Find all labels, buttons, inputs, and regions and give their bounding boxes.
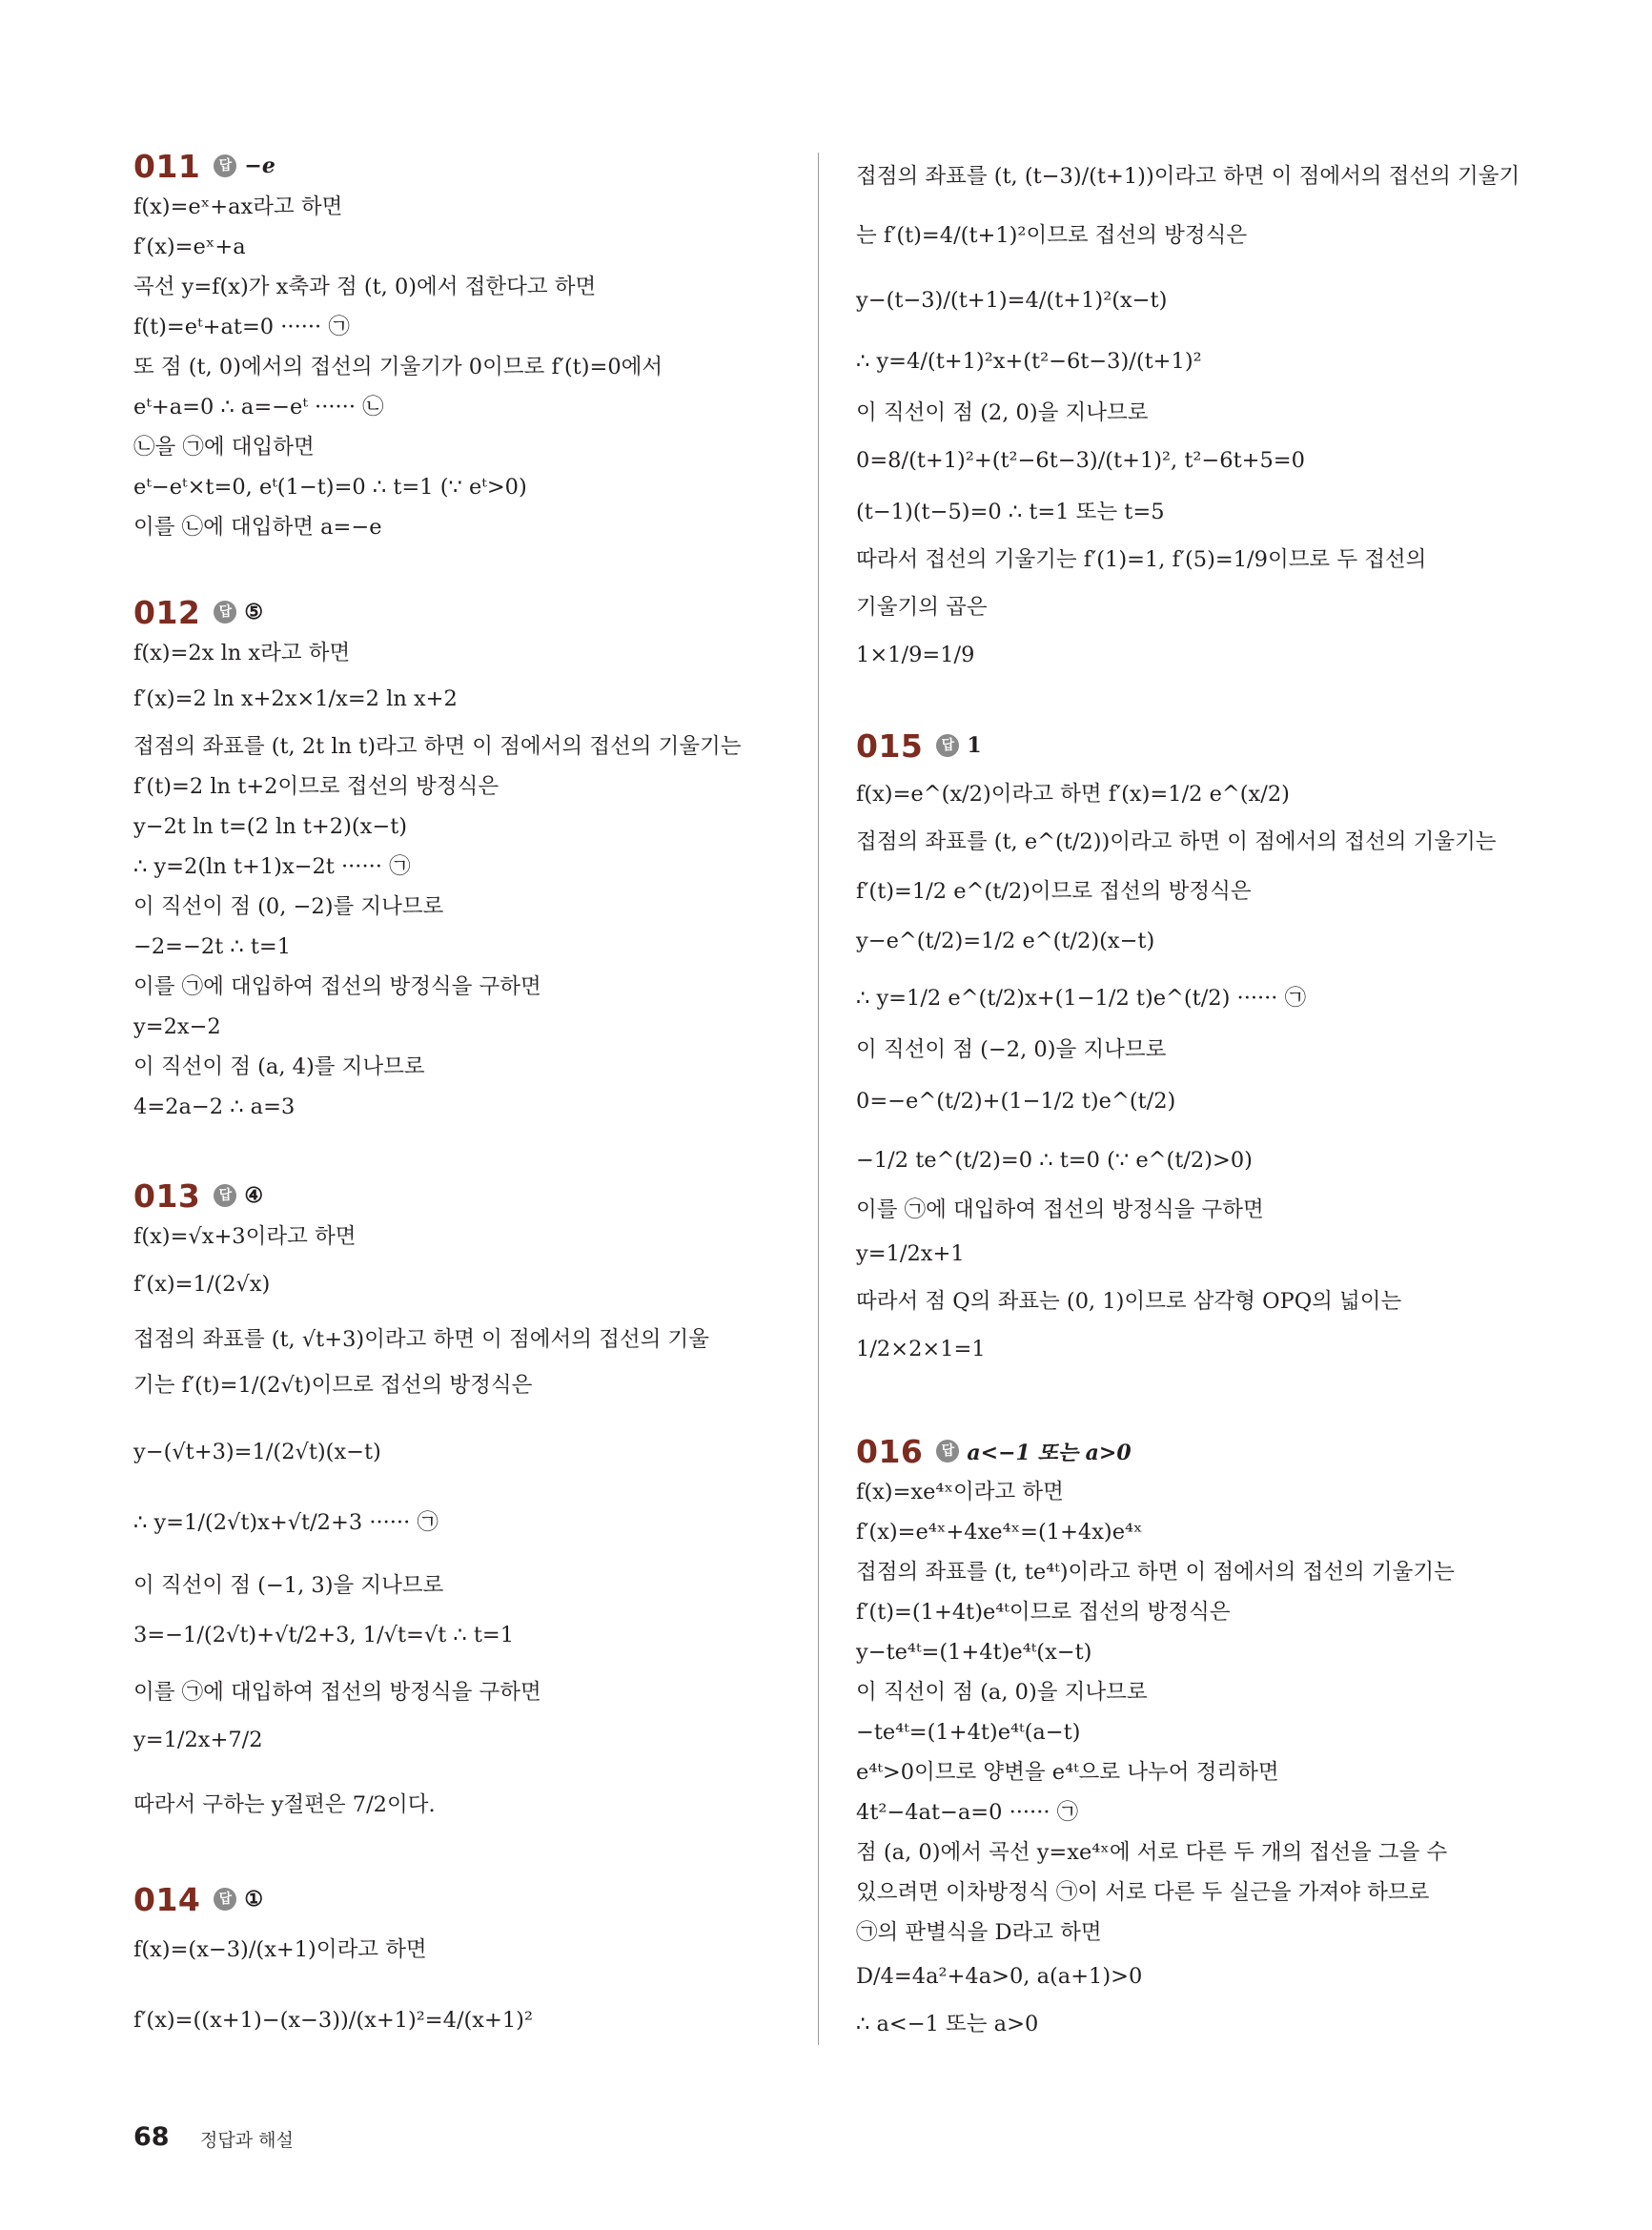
solution-line: f(x)=eˣ+ax라고 하면 xyxy=(133,194,343,219)
solution-line: 따라서 구하는 y절편은 7/2이다. xyxy=(133,1792,436,1817)
solution-line: −te⁴ᵗ=(1+4t)e⁴ᵗ(a−t) xyxy=(856,1720,1081,1745)
answer-value: ④ xyxy=(244,1183,264,1208)
solution-line: (t−1)(t−5)=0 ∴ t=1 또는 t=5 xyxy=(856,500,1165,524)
solution-line: 이를 ㉠에 대입하여 접선의 방정식을 구하면 xyxy=(856,1197,1264,1222)
solution-line: y=1/2x+1 xyxy=(856,1241,965,1266)
solution-line: ∴ y=4/(t+1)²x+(t²−6t−3)/(t+1)² xyxy=(856,349,1202,374)
solution-line: 접점의 좌표를 (t, √t+3)이라고 하면 이 점에서의 접선의 기울 xyxy=(133,1327,709,1352)
solution-line: f(x)=2x ln x라고 하면 xyxy=(133,641,351,665)
solution-line: −1/2 te^(t/2)=0 ∴ t=0 (∵ e^(t/2)>0) xyxy=(856,1148,1253,1173)
solution-line: f′(t)=1/2 e^(t/2)이므로 접선의 방정식은 xyxy=(856,879,1252,904)
problem-number: 016 xyxy=(856,1432,924,1470)
solution-line: ∴ y=1/2 e^(t/2)x+(1−1/2 t)e^(t/2) ······ ㉠ xyxy=(856,986,1307,1011)
problem-number: 012 xyxy=(133,593,201,631)
page-number: 68 xyxy=(133,2122,170,2152)
solution-line: 이 직선이 점 (2, 0)을 지나므로 xyxy=(856,400,1149,425)
solution-line: 이를 ㉠에 대입하여 접선의 방정식을 구하면 xyxy=(133,1680,541,1705)
solution-line: 곡선 y=f(x)가 x축과 점 (t, 0)에서 접한다고 하면 xyxy=(133,275,597,299)
answer-value: 1 xyxy=(967,733,982,758)
solution-line: 4=2a−2 ∴ a=3 xyxy=(133,1095,296,1119)
problem-011 xyxy=(133,143,801,540)
problem-header xyxy=(133,1876,801,1922)
solution-line: 0=8/(t+1)²+(t²−6t−3)/(t+1)², t²−6t+5=0 xyxy=(856,448,1305,473)
footer-section-title: 정답과 해설 xyxy=(200,2130,294,2151)
solution-line: f′(x)=2 ln x+2x×1/x=2 ln x+2 xyxy=(133,686,458,711)
solution-line: 는 f′(t)=4/(t+1)²이므로 접선의 방정식은 xyxy=(856,223,1248,248)
solution-line: 이 직선이 점 (a, 0)을 지나므로 xyxy=(856,1680,1148,1705)
solution-line: ㉡을 ㉠에 대입하면 xyxy=(133,435,315,460)
problem-header xyxy=(133,143,801,189)
problem-number: 015 xyxy=(856,726,924,765)
solution-line: 4t²−4at−a=0 ······ ㉠ xyxy=(856,1800,1079,1825)
answer-badge: 답 xyxy=(214,601,236,624)
solution-line: eᵗ+a=0 ∴ a=−eᵗ ······ ㉡ xyxy=(133,395,384,419)
solution-line: 이 직선이 점 (0, −2)를 지나므로 xyxy=(133,894,444,919)
solution-line: ∴ y=1/(2√t)x+√t/2+3 ······ ㉠ xyxy=(133,1510,438,1535)
solution-line: y−te⁴ᵗ=(1+4t)e⁴ᵗ(x−t) xyxy=(856,1640,1092,1665)
solution-line: 이를 ㉠에 대입하여 접선의 방정식을 구하면 xyxy=(133,974,541,999)
problem-013 xyxy=(133,1173,801,1817)
answer-badge: 답 xyxy=(214,1888,236,1911)
solution-line: 기울기의 곱은 xyxy=(856,595,988,620)
solution-line: 이 직선이 점 (−1, 3)을 지나므로 xyxy=(133,1573,444,1598)
solution-line: y−(√t+3)=1/(2√t)(x−t) xyxy=(133,1440,381,1464)
solution-line: 이 직선이 점 (a, 4)를 지나므로 xyxy=(133,1054,425,1079)
solution-line: 접점의 좌표를 (t, te⁴ᵗ)이라고 하면 이 점에서의 접선의 기울기는 xyxy=(856,1560,1455,1585)
answer-value: −e xyxy=(244,153,275,178)
solution-line: y−2t ln t=(2 ln t+2)(x−t) xyxy=(133,814,408,839)
solution-line: eᵗ−eᵗ×t=0, eᵗ(1−t)=0 ∴ t=1 (∵ eᵗ>0) xyxy=(133,475,527,500)
column-divider xyxy=(818,153,819,2045)
solution-line: 0=−e^(t/2)+(1−1/2 t)e^(t/2) xyxy=(856,1089,1176,1114)
solution-line: f(x)=√x+3이라고 하면 xyxy=(133,1224,357,1249)
problem-header xyxy=(856,1428,1523,1474)
solution-line: 점 (a, 0)에서 곡선 y=xe⁴ˣ에 서로 다른 두 개의 접선을 그을 수 xyxy=(856,1840,1448,1865)
solution-line: f(x)=(x−3)/(x+1)이라고 하면 xyxy=(133,1937,427,1962)
solution-line: f(x)=e^(x/2)이라고 하면 f′(x)=1/2 e^(x/2) xyxy=(856,782,1290,807)
solution-line: e⁴ᵗ>0이므로 양변을 e⁴ᵗ으로 나누어 정리하면 xyxy=(856,1760,1279,1785)
answer-badge: 답 xyxy=(936,734,959,757)
solution-line: 이 직선이 점 (−2, 0)을 지나므로 xyxy=(856,1037,1167,1062)
solution-line: 접점의 좌표를 (t, 2t ln t)라고 하면 이 점에서의 접선의 기울기는 xyxy=(133,734,742,759)
problem-014 xyxy=(133,1876,801,2033)
problem-number: 013 xyxy=(133,1176,201,1215)
solution-line: ㉠의 판별식을 D라고 하면 xyxy=(856,1920,1102,1945)
solution-line: f′(x)=1/(2√x) xyxy=(133,1272,271,1297)
problem-header xyxy=(856,723,1523,768)
solution-line: 접점의 좌표를 (t, e^(t/2))이라고 하면 이 점에서의 접선의 기울기는 xyxy=(856,829,1497,854)
solution-line: f′(t)=(1+4t)e⁴ᵗ이므로 접선의 방정식은 xyxy=(856,1600,1231,1625)
answer-value: ① xyxy=(244,1887,264,1912)
solution-line: D/4=4a²+4a>0, a(a+1)>0 xyxy=(856,1964,1143,1989)
solution-line: ∴ y=2(ln t+1)x−2t ······ ㉠ xyxy=(133,854,411,879)
solution-line: f(t)=eᵗ+at=0 ······ ㉠ xyxy=(133,315,350,339)
solution-line: 1/2×2×1=1 xyxy=(856,1337,986,1361)
problem-number: 011 xyxy=(133,147,201,185)
solution-line: f′(t)=2 ln t+2이므로 접선의 방정식은 xyxy=(133,774,500,799)
solution-line: 1×1/9=1/9 xyxy=(856,643,975,667)
solution-line: f′(x)=((x+1)−(x−3))/(x+1)²=4/(x+1)² xyxy=(133,2008,533,2033)
answer-value: ⑤ xyxy=(244,600,264,624)
answer-badge: 답 xyxy=(214,1184,236,1207)
answer-value: a<−1 또는 a>0 xyxy=(967,1440,1132,1465)
solution-line: f′(x)=eˣ+a xyxy=(133,235,246,259)
solution-line: 있으려면 이차방정식 ㉠이 서로 다른 두 실근을 가져야 하므로 xyxy=(856,1880,1430,1905)
solution-line: y=2x−2 xyxy=(133,1014,221,1039)
answer-badge: 답 xyxy=(936,1440,959,1463)
problem-header xyxy=(133,1173,801,1218)
problem-number: 014 xyxy=(133,1880,201,1918)
solution-line: 따라서 점 Q의 좌표는 (0, 1)이므로 삼각형 OPQ의 넓이는 xyxy=(856,1289,1402,1314)
solution-line: 또 점 (t, 0)에서의 접선의 기울기가 0이므로 f′(t)=0에서 xyxy=(133,355,663,379)
problem-012 xyxy=(133,589,801,1119)
solution-line: ∴ a<−1 또는 a>0 xyxy=(856,2012,1039,2036)
problem-015 xyxy=(856,723,1523,1361)
solution-line: 이를 ㉡에 대입하면 a=−e xyxy=(133,515,382,540)
solution-line: y−(t−3)/(t+1)=4/(t+1)²(x−t) xyxy=(856,288,1168,313)
solution-line: 3=−1/(2√t)+√t/2+3, 1/√t=√t ∴ t=1 xyxy=(133,1623,515,1647)
solution-line: y=1/2x+7/2 xyxy=(133,1728,263,1752)
problem-016 xyxy=(856,1428,1523,2036)
problem-header xyxy=(133,589,801,635)
solution-line: 따라서 접선의 기울기는 f′(1)=1, f′(5)=1/9이므로 두 접선의 xyxy=(856,547,1427,572)
solution-line: 접점의 좌표를 (t, (t−3)/(t+1))이라고 하면 이 점에서의 접선의 기울기 xyxy=(856,164,1520,189)
solution-line: f′(x)=e⁴ˣ+4xe⁴ˣ=(1+4x)e⁴ˣ xyxy=(856,1520,1143,1545)
answer-badge: 답 xyxy=(214,154,236,177)
solution-line: f(x)=xe⁴ˣ이라고 하면 xyxy=(856,1480,1064,1504)
solution-line: 기는 f′(t)=1/(2√t)이므로 접선의 방정식은 xyxy=(133,1373,533,1398)
solution-line: y−e^(t/2)=1/2 e^(t/2)(x−t) xyxy=(856,929,1155,953)
solution-line: −2=−2t ∴ t=1 xyxy=(133,934,292,959)
